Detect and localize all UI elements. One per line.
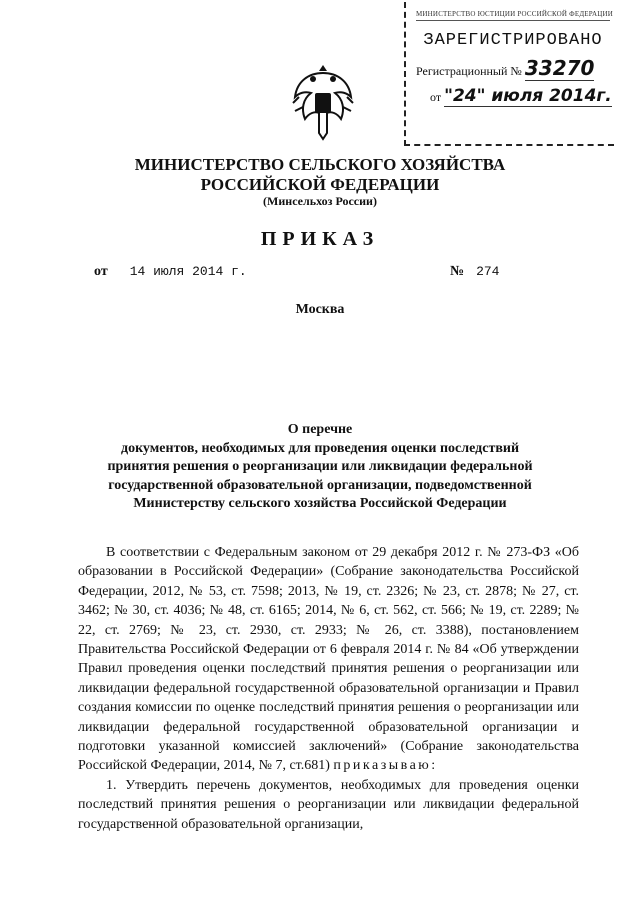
stamp-date-value: "24" июля 2014г. [444,86,612,106]
order-body [78,543,579,834]
number-prefix: № [450,264,465,279]
number-value: 274 [476,264,500,279]
stamp-date-label: от [430,90,442,104]
subject-line-5: Министерству сельского хозяйства Российской Федерации [133,496,507,511]
subject-line-1: О перечне [287,422,353,437]
subject-line-4: государственной образовательной организации, подведомственной [108,477,532,493]
stamp-reg-label: Регистрационный № [416,64,522,78]
date-prefix: от [94,264,108,279]
registration-stamp [404,2,614,146]
city: Москва [295,302,345,317]
stamp-reg-number [416,56,610,80]
stamp-ministry: МИНИСТЕРСТВО ЮСТИЦИИ РОССИЙСКОЙ ФЕДЕРАЦИИ [416,10,610,21]
ministry-line-1: МИНИСТЕРСТВО СЕЛЬСКОГО ХОЗЯЙСТВА [134,155,506,174]
stamp-title: ЗАРЕГИСТРИРОВАНО [423,31,603,50]
ministry-line-2: РОССИЙСКОЙ ФЕДЕРАЦИИ [200,175,440,194]
paragraph-1-text: В соответствии с Федеральным законом от 29 декабря 2012 г. № 273-ФЗ «Об образовании в Российской Федерации» (Собрание законодательства Российской Федерации, 2012, № 53, ст. 7598; 2013, № 19, ст. 2326; № 23, ст. 2878; № 27, ст. 3462; № 30, ст. 4036; № 48, ст. 6165; 2014, № 6, ст. 562, ст. 566; № 19, ст. 2289; № 22, ст. 2769; № 23, ст. 2930, ст. 2933; № 26, ст. 3388), постановлением Правительства Российской Федерации от 6 февраля 2014 г. № 84 «Об утверждении Правил проведения оценки последствий принятия решения о реорганизации или ликвидации федеральной государственной образовательной организации и Правил создания комиссии по оценке последствий принятия решения о реорганизации или ликвидации федеральной государственной образовательной организации и подготовки указанной комиссией заключений» (Собрание законодательства Российской Федерации, 2014, № 7, ст.681) [78,545,579,774]
order-number [450,264,499,280]
body-paragraph-2: 1. Утвердить перечень документов, необходимых для проведения оценки последствий принятия решения о реорганизации или ликвидации федеральной государственной образовательной организации, [78,777,579,832]
body-paragraph-1 [78,543,579,776]
order-date: 14 июля 2014 г. [129,264,247,279]
subject-line-3: принятия решения о реорганизации или ликвидации федеральной [107,459,533,474]
order-title: ПРИКАЗ [260,228,380,250]
ministry-name [0,155,640,195]
coat-of-arms-emblem [289,63,357,143]
stamp-reg-value: 33270 [524,56,595,80]
ministry-short-name: (Минсельхоз России) [263,194,377,208]
order-date-row [94,264,534,280]
paragraph-1-decree: приказываю: [333,758,438,774]
subject-line-2: документов, необходимых для проведения оценки последствий [120,440,520,456]
stamp-date [416,86,610,106]
order-subject [0,421,640,514]
